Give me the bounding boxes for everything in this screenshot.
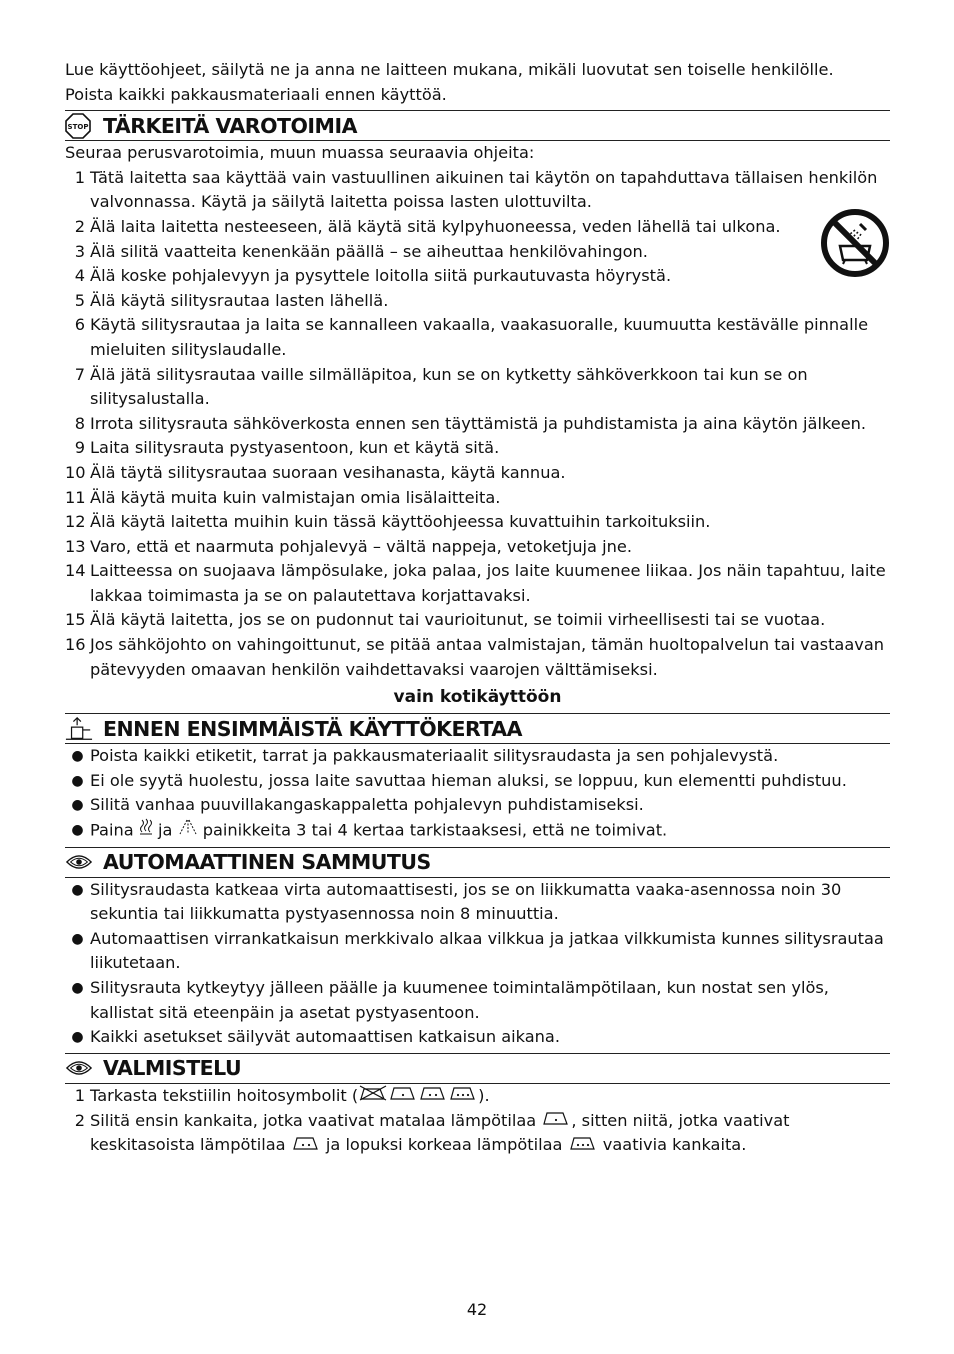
section-preparation-title: VALMISTELU	[103, 1056, 242, 1081]
stop-icon	[65, 114, 93, 138]
page-number: 42	[466, 1300, 488, 1319]
intro-line-1: Lue käyttöohjeet, säilytä ne ja anna ne laitteen mukana, mikäli luovutat sen toiselle henkilölle.	[65, 60, 834, 79]
list-item: 13 Varo, että et naarmuta pohjalevyä – vältä nappeja, vetoketjuja jne.	[65, 536, 632, 556]
list-item: 7 Älä jätä silitysrautaa vaille silmälläpitoa, kun se on kytketty sähköverkkoon tai kun se on silitysalustalla.	[74, 364, 808, 409]
section-first-use-title: ENNEN ENSIMMÄISTÄ KÄYTTÖKERTAA	[103, 716, 522, 741]
list-item: 15 Älä käytä laitetta, jos se on pudonnut tai vaurioitunut, se toimii virheellisesti tai se vuotaa.	[65, 610, 826, 630]
auto-off-list	[65, 878, 890, 1050]
list-item: 11 Älä käytä muita kuin valmistajan omia lisälaitteita.	[65, 487, 501, 507]
list-item: 12 Älä käytä laitetta muihin kuin tässä käyttöohjeessa kuvattuihin tarkoituksiin.	[65, 512, 711, 532]
section-auto-off-header	[65, 847, 890, 878]
list-item: 6 Käytä silitysrautaa ja laita se kannalleen vakaalla, vaakasuoralle, kuumuutta kestävälle pinnalle mieluiten silityslaudalle.	[74, 315, 869, 359]
list-item: 14 Laitteessa on suojaava lämpösulake, joka palaa, jos laite kuumenee liikaa. Jos näin tapahtuu, laite lakkaa toimimasta ja se on palautettava korjattavaksi.	[65, 561, 886, 605]
intro	[65, 58, 890, 107]
do-not-iron-icon	[358, 1084, 388, 1109]
list-item: ● Kaikki asetukset säilyvät automaattisen katkaisun aikana.	[71, 1027, 560, 1047]
iron-one-dot-icon	[541, 1109, 571, 1134]
intro-line-2: Poista kaikki pakkausmateriaali ennen käyttöä.	[65, 84, 447, 104]
iron-one-dot-icon	[388, 1084, 418, 1109]
section-auto-off-title: AUTOMAATTINEN SAMMUTUS	[103, 850, 431, 875]
eye-icon	[65, 1056, 93, 1080]
section-warnings-title: TÄRKEITÄ VAROTOIMIA	[103, 113, 357, 138]
list-item: 10 Älä täytä silitysrautaa suoraan vesihanasta, käytä kannua.	[65, 462, 566, 482]
iron-two-dots-icon	[291, 1134, 321, 1159]
iron-two-dots-icon	[418, 1084, 448, 1109]
list-item: ● Automaattisen virrankatkaisun merkkivalo alkaa vilkkua ja jatkaa vilkkumista kunnes silitysrautaa liikutetaan.	[71, 928, 884, 973]
list-item: 4 Älä koske pohjalevyyn ja pysyttele loitolla siitä purkautuvasta höyrystä.	[74, 266, 672, 286]
section-preparation-header	[65, 1053, 890, 1084]
list-item: ● Poista kaikki etiketit, tarrat ja pakkausmateriaalit silitysraudasta ja sen pohjalevystä.	[71, 746, 779, 766]
section-first-use-header	[65, 713, 890, 744]
no-bathroom-use-icon	[820, 208, 890, 278]
manual-page	[65, 58, 890, 1158]
section-warnings-header	[65, 110, 890, 141]
list-item: 1 Tätä laitetta saa käyttää vain vastuullinen aikuinen tai käytön on tapahduttava tällaisen henkilön valvonnassa. Käytä ja säilytä laitetta poissa lasten ulottuvilta.	[74, 167, 878, 212]
list-item: 5 Älä käytä silitysrautaa lasten lähellä.	[74, 290, 389, 310]
stop-icon-text: STOP	[67, 122, 89, 131]
list-item: ● Silitysrauta kytkeytyy jälleen päälle ja kuumenee toimintalämpötilaan, kun nostat sen ylös, kallistat sitä eteenpäin ja asetat pystyasentoon.	[71, 978, 829, 1022]
list-item: ● Silitysraudasta katkeaa virta automaattisesti, jos se on liikkumatta vaaka-asennossa noin 30 sekuntia tai liikkumatta pystyasennossa noin 8 minuuttia.	[71, 879, 842, 924]
home-use-note: vain kotikäyttöön	[393, 687, 562, 708]
iron-three-dots-icon	[448, 1084, 478, 1109]
warnings-list	[65, 166, 890, 682]
spray-icon	[178, 818, 198, 844]
list-item: 2 Älä laita laitetta nesteeseen, älä käytä sitä kylpyhuoneessa, veden lähellä tai ulkona.	[74, 216, 781, 236]
list-item: ● Ei ole syytä huolestu, jossa laite savuttaa hieman aluksi, se loppuu, kun elementti puhdistuu.	[71, 770, 847, 790]
preparation-list	[65, 1084, 890, 1158]
list-item: 8 Irrota silitysrauta sähköverkosta ennen sen täyttämistä ja puhdistamista ja aina käytön jälkeen.	[74, 413, 867, 433]
list-item: 9 Laita silitysrauta pystyasentoon, kun et käytä sitä.	[74, 438, 500, 458]
iron-three-dots-icon	[568, 1134, 598, 1159]
list-item: ● Paina ja painikkeita 3 tai 4 kertaa tarkistaaksesi, että ne toimivat.	[65, 818, 890, 844]
shot-of-steam-icon	[139, 818, 153, 844]
iron-up-icon	[65, 717, 93, 741]
eye-icon	[65, 850, 93, 874]
list-item: 3 Älä silitä vaatteita kenenkään päällä – se aiheuttaa henkilövahingon.	[74, 241, 648, 261]
list-item: 16 Jos sähköjohto on vahingoittunut, se pitää antaa valmistajan, tämän huoltopalvelun tai vastaavan pätevyyden omaavan henkilön vaihdettavaksi vaarojen välttämiseksi.	[65, 635, 885, 679]
list-item: 1 Tarkasta tekstiilin hoitosymbolit ( ).	[65, 1084, 890, 1109]
first-use-list	[65, 744, 890, 843]
warnings-lead: Seuraa perusvarotoimia, muun muassa seuraavia ohjeita:	[65, 143, 535, 163]
list-item: 2 Silitä ensin kankaita, jotka vaativat matalaa lämpötilaa , sitten niitä, jotka vaativat keskitasoista lämpötilaa ja lopuksi korkeaa lämpötilaa vaativia kankaita.	[65, 1109, 890, 1159]
list-item: ● Silitä vanhaa puuvillakangaskappaletta pohjalevyn puhdistamiseksi.	[71, 795, 644, 815]
